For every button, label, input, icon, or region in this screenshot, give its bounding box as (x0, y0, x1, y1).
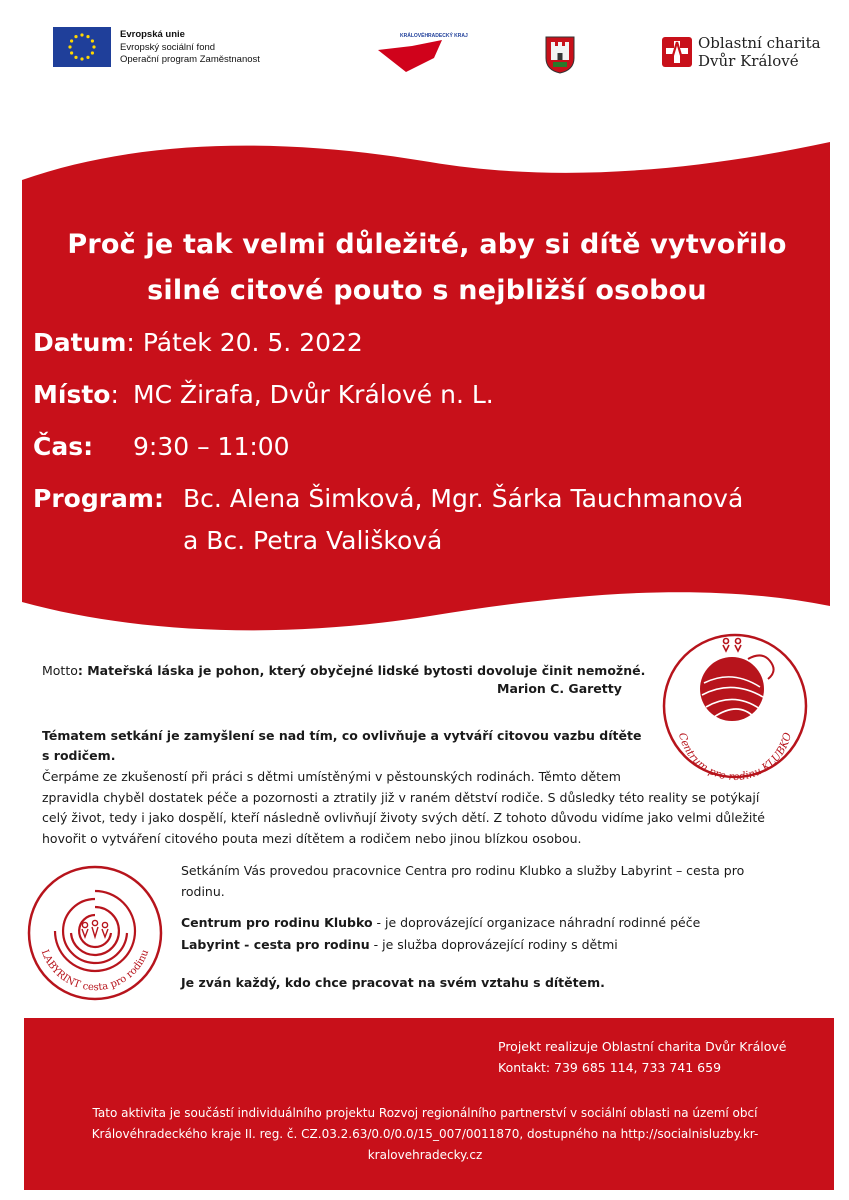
topic-text (42, 726, 642, 766)
intro-text (181, 860, 801, 902)
labyrint-stamp-text: LABYRINT cesta pro rodinu (38, 948, 152, 994)
date-label: Datum (33, 328, 127, 357)
service-name: Labyrint - cesta pro rodinu (181, 937, 370, 952)
funding-note (40, 1103, 810, 1166)
motto-text: : Mateřská láska je pohon, který obyčejné lidské bytosti dovoluje činit nemožné. (77, 663, 646, 678)
charita-line: Dvůr Králové (698, 52, 799, 70)
place-separator: : (110, 380, 119, 409)
charita-line: Oblastní charita (698, 34, 821, 52)
labyrinth-icon (55, 891, 135, 971)
date-value: Pátek 20. 5. 2022 (142, 328, 363, 357)
paragraph-line: zpravidla chyběl dostatek péče a pozornosti a ztratily již v raném dětství rodiče. S důsledky této reality se potýkají (42, 789, 760, 805)
date-row (33, 328, 363, 357)
program-label (33, 484, 164, 513)
title-line: Proč je tak velmi důležité, aby si dítě vytvořilo (67, 229, 787, 260)
kraj-logo-label: KRÁLOVÉHRADECKÝ KRAJ (400, 33, 468, 39)
place-value: MC Žirafa, Dvůr Králové n. L. (133, 380, 494, 409)
motto-author: Marion C. Garetty (497, 681, 622, 696)
klubko-stamp-text: Centrum pro rodinu KLUBKO (675, 731, 795, 781)
klubko-stamp (660, 631, 810, 781)
motto-label: Motto (42, 663, 78, 678)
topic-line: s rodičem. (42, 748, 116, 763)
motto (42, 661, 645, 681)
service-description: - je doprovázející organizace náhradní rodinné péče (372, 915, 701, 930)
page-title (22, 222, 832, 314)
town-crest-icon (545, 36, 575, 74)
eu-line: Evropská unie (120, 29, 185, 40)
service-name: Centrum pro rodinu Klubko (181, 915, 373, 930)
eu-flag-icon (53, 27, 111, 67)
eu-logo-text (120, 29, 260, 67)
yarn-ball-icon (700, 655, 774, 721)
title-line: silné citové pouto s nejbližší osobou (147, 275, 707, 306)
time-value: 9:30 – 11:00 (133, 432, 290, 461)
description-paragraph (42, 767, 812, 849)
note-line: Tato aktivita je součástí individuálního projektu Rozvoj regionálního partnerství v sociální oblasti na území obcí (92, 1106, 758, 1120)
note-line[interactable]: kralovehradecky.cz (367, 1148, 483, 1162)
charita-logo-text (698, 34, 821, 70)
eu-line: Operační program Zaměstnanost (120, 54, 260, 65)
intro-line: Setkáním Vás provedou pracovnice Centra pro rodinu Klubko a služby Labyrint – cesta pro (181, 863, 745, 878)
project-info (498, 1036, 786, 1078)
note-line[interactable]: Královéhradeckého kraje II. reg. č. CZ.03.2.63/0.0/0.0/15_007/0011870, dostupného na http://socialnisluzby.kr- (91, 1127, 759, 1141)
place-label: Místo (33, 380, 111, 409)
service-klubko (181, 912, 700, 933)
eu-line: Evropský sociální fond (120, 41, 216, 53)
paragraph-line: Čerpáme ze zkušeností při práci s dětmi umístěnými v pěstounských rodinách. Těmto dětem (42, 769, 621, 784)
program-label-text: Program: (33, 484, 164, 513)
program-line: a Bc. Petra Vališková (183, 526, 443, 555)
invitation-text: Je zván každý, kdo chce pracovat na svém vztahu s dítětem. (181, 975, 605, 990)
topic-line: Tématem setkání je zamyšlení se nad tím, co ovlivňuje a vytváří citovou vazbu dítěte (42, 728, 642, 743)
time-label (33, 432, 93, 461)
time-label-text: Čas: (33, 432, 94, 461)
contact-line: Kontakt: 739 685 114, 733 741 659 (498, 1060, 722, 1075)
paragraph-line: hovořit o vytváření citového pouta mezi dítětem a rodičem nebo jinou blízkou osobou. (42, 830, 582, 846)
intro-line: rodinu. (181, 884, 225, 899)
date-separator: : (126, 328, 135, 357)
paragraph-line: celý život, tedy i jako dospělí, kteří následně ovlivňují životy svých dětí. Z tohoto důvodu vidíme jako velmi důležité (42, 810, 765, 825)
labyrint-stamp (25, 863, 165, 1003)
service-description: - je služba doprovázející rodiny s dětmi (369, 937, 618, 952)
place-row (33, 380, 119, 409)
program-line: Bc. Alena Šimková, Mgr. Šárka Tauchmanová (183, 484, 744, 513)
charita-cross-icon (661, 36, 693, 68)
service-labyrint (181, 934, 618, 955)
project-line: Projekt realizuje Oblastní charita Dvůr Králové (498, 1039, 787, 1054)
